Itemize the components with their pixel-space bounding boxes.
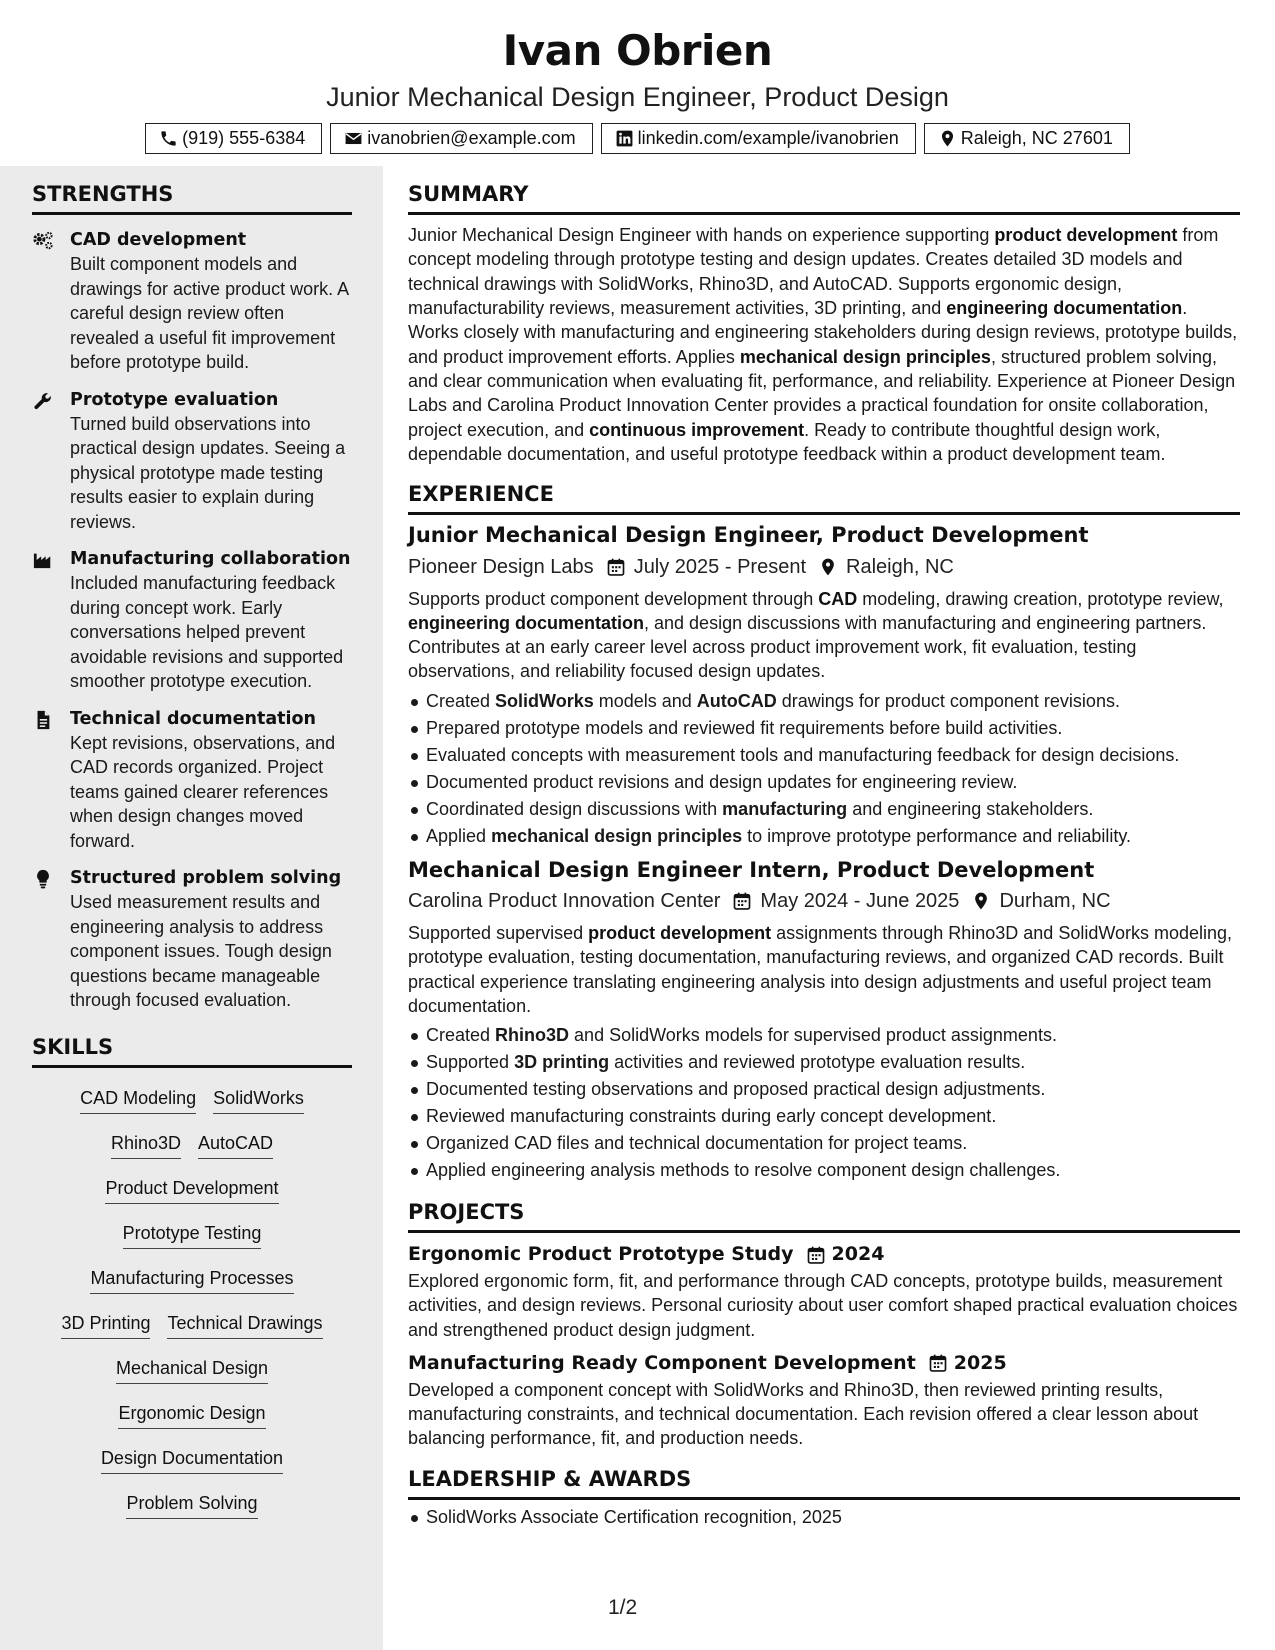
- bold-keyword: Rhino3D: [495, 1025, 570, 1046]
- job-description: Supported supervised product development assignments through Rhino3D and SolidWorks modeling, prototype evaluation, testing documentation, manufacturing reviews, and organized CAD records. Built practical experience translating engineering analysis into design adjustments and useful project team documentation.: [408, 922, 1233, 1016]
- job-description: Supports product component development through CAD modeling, drawing creation, prototype review, engineering documentation, and design discussions with manufacturing and engineering partners. Contributes at an early career level across product improvement work, fit evaluation, testing observations, and reliability focused design updates.: [408, 588, 1224, 682]
- list-item: Evaluated concepts with measurement tools and manufacturing feedback for design decisions.: [408, 742, 1240, 769]
- job-location: Raleigh, NC: [846, 555, 954, 578]
- project-year: 2025: [953, 1351, 1007, 1374]
- skill-tag: Problem Solving: [126, 1491, 257, 1519]
- wrench-icon: [32, 391, 54, 411]
- skill-tag: Manufacturing Processes: [90, 1266, 293, 1294]
- strength-title: Prototype evaluation: [70, 389, 279, 410]
- project-description: Developed a component concept with SolidWorks and Rhino3D, then reviewed printing results, manufacturing constraints, and technical documentation. Each revision offered a clear lesson about balancing performance, fit, and production needs.: [408, 1379, 1199, 1449]
- contact-text: (919) 555-6384: [182, 128, 306, 148]
- calendar-icon: [928, 1353, 948, 1373]
- project-title: Manufacturing Ready Component Development: [408, 1351, 916, 1374]
- strength-desc: Included manufacturing feedback during concept work. Early conversations helped prevent avoidable revisions and supported smoother prototype execution.: [70, 573, 344, 692]
- list-item: Organized CAD files and technical documentation for project teams.: [408, 1130, 1240, 1157]
- strength-desc: Turned build observations into practical design updates. Seeing a physical prototype made testing results easier to explain during reviews.: [70, 413, 346, 532]
- project-title-row: [408, 1352, 1240, 1375]
- list-item: Applied engineering analysis methods to resolve component design challenges.: [408, 1157, 1240, 1184]
- strength-item: [32, 228, 352, 375]
- list-item: Prepared prototype models and reviewed fit requirements before build activities.: [408, 715, 1240, 742]
- bold-keyword: mechanical design principles: [739, 346, 991, 367]
- skill-row: [118, 1393, 265, 1438]
- skill-tag: Technical Drawings: [167, 1311, 322, 1339]
- skills-list: [32, 1078, 352, 1528]
- contact-bar: [0, 123, 1275, 154]
- bold-keyword: engineering documentation: [946, 298, 1183, 319]
- list-item: Applied mechanical design principles to improve prototype performance and reliability.: [408, 823, 1240, 850]
- skill-row: [101, 1438, 283, 1483]
- location-pin-icon: [971, 891, 991, 911]
- location-pin-icon: [938, 129, 957, 148]
- strength-desc: Used measurement results and engineering analysis to address component issues. Tough design questions became manageable through focused evaluation.: [70, 892, 332, 1011]
- skills-heading: SKILLS: [32, 1035, 352, 1068]
- skill-row: [111, 1123, 273, 1168]
- strength-item: [32, 547, 352, 694]
- skill-tag: Prototype Testing: [123, 1221, 262, 1249]
- skill-tag: Design Documentation: [101, 1446, 283, 1474]
- bold-keyword: product development: [994, 225, 1178, 246]
- bold-keyword: CAD: [818, 588, 858, 609]
- strength-title: Structured problem solving: [70, 868, 342, 889]
- envelope-icon: [344, 129, 363, 148]
- job-location: Durham, NC: [999, 889, 1111, 912]
- candidate-title: Junior Mechanical Design Engineer, Product Design: [326, 82, 949, 112]
- contact-location[interactable]: [924, 123, 1130, 154]
- strength-item: [32, 388, 352, 535]
- projects-heading: PROJECTS: [408, 1200, 1240, 1233]
- project-year: 2024: [831, 1243, 885, 1266]
- list-item: Documented product revisions and design updates for engineering review.: [408, 769, 1240, 796]
- sidebar: [0, 166, 383, 1650]
- lightbulb-icon: [32, 869, 54, 889]
- list-item: SolidWorks Associate Certification recognition, 2025: [408, 1504, 1240, 1531]
- location-pin-icon: [818, 557, 838, 577]
- skill-tag: Mechanical Design: [116, 1356, 268, 1384]
- skill-tag: Product Development: [105, 1176, 278, 1204]
- skill-tag: AutoCAD: [198, 1131, 273, 1159]
- page-number: 1/2: [608, 1596, 638, 1619]
- skill-row: [80, 1078, 304, 1123]
- skill-tag: Ergonomic Design: [118, 1401, 265, 1429]
- skill-row: [123, 1213, 262, 1258]
- gears-icon: [32, 231, 54, 251]
- contact-text: Raleigh, NC 27601: [960, 128, 1113, 148]
- job-entry: [408, 523, 1240, 849]
- bold-keyword: product development: [588, 922, 772, 943]
- project-title: Ergonomic Product Prototype Study: [408, 1243, 794, 1266]
- summary-text: Junior Mechanical Design Engineer with hands on experience supporting product development from concept modeling through prototype testing and design updates. Creates detailed 3D models and technical drawings with SolidWorks, Rhino3D, and AutoCAD. Supports ergonomic design, manufacturability reviews, measurement activities, 3D printing, and engineering documentation. Works closely with manufacturing and engineering stakeholders during design reviews, prototype builds, and product improvement efforts. Applies mechanical design principles, structured problem solving, and clear communication when evaluating fit, performance, and reliability. Experience at Pioneer Design Labs and Carolina Product Innovation Center provides a practical foundation for onsite collaboration, project execution, and continuous improvement. Ready to contribute thoughtful design work, dependable documentation, and useful prototype feedback within a product development team.: [408, 225, 1238, 464]
- main-content: [408, 166, 1240, 1531]
- phone-icon: [159, 129, 178, 148]
- bold-keyword: engineering documentation: [408, 612, 645, 633]
- strength-item: [32, 866, 352, 1013]
- contact-linkedin[interactable]: [601, 123, 916, 154]
- linkedin-icon: [615, 129, 634, 148]
- candidate-name: Ivan Obrien: [502, 26, 773, 75]
- skill-row: [105, 1168, 278, 1213]
- calendar-icon: [806, 1245, 826, 1265]
- strength-title: CAD development: [70, 230, 247, 251]
- job-dates: May 2024 - June 2025: [760, 889, 960, 912]
- document-icon: [32, 710, 54, 730]
- job-meta: [408, 889, 1240, 913]
- skill-tag: Rhino3D: [111, 1131, 181, 1159]
- list-item: Created SolidWorks models and AutoCAD drawings for product component revisions.: [408, 688, 1240, 715]
- contact-text: ivanobrien@example.com: [367, 128, 576, 148]
- list-item: Coordinated design discussions with manufacturing and engineering stakeholders.: [408, 796, 1240, 823]
- skill-row: [126, 1483, 257, 1528]
- bold-keyword: continuous improvement: [589, 419, 805, 440]
- contact-phone[interactable]: [145, 123, 322, 154]
- skill-row: [90, 1258, 293, 1303]
- project-title-row: [408, 1243, 1240, 1266]
- leadership-list: [408, 1504, 1240, 1531]
- calendar-icon: [732, 891, 752, 911]
- factory-icon: [32, 550, 54, 570]
- strength-desc: Kept revisions, observations, and CAD records organized. Project teams gained clearer references when design changes moved forward.: [70, 732, 336, 851]
- list-item: Reviewed manufacturing constraints during early concept development.: [408, 1103, 1240, 1130]
- list-item: Created Rhino3D and SolidWorks models for supervised product assignments.: [408, 1022, 1240, 1049]
- strengths-heading: STRENGTHS: [32, 182, 352, 215]
- bold-keyword: manufacturing: [722, 798, 848, 819]
- resume-header: [0, 0, 1275, 166]
- job-meta: [408, 555, 1240, 579]
- skill-tag: SolidWorks: [213, 1086, 304, 1114]
- strength-item: [32, 707, 352, 854]
- job-company: Pioneer Design Labs: [408, 555, 594, 578]
- leadership-heading: LEADERSHIP & AWARDS: [408, 1467, 1240, 1500]
- job-title: Mechanical Design Engineer Intern, Product Development: [408, 857, 1095, 882]
- strength-desc: Built component models and drawings for active product work. A careful design review often revealed a useful fit improvement before prototype build.: [70, 254, 349, 373]
- list-item: Documented testing observations and proposed practical design adjustments.: [408, 1076, 1240, 1103]
- sidebar-content: [32, 182, 352, 1528]
- skill-row: [61, 1303, 322, 1348]
- strength-title: Manufacturing collaboration: [70, 549, 351, 570]
- project-entry: [408, 1352, 1240, 1451]
- bold-keyword: mechanical design principles: [491, 825, 743, 846]
- contact-text: linkedin.com/example/ivanobrien: [637, 128, 899, 148]
- job-company: Carolina Product Innovation Center: [408, 889, 721, 912]
- bold-keyword: SolidWorks: [495, 690, 594, 711]
- job-dates: July 2025 - Present: [633, 555, 807, 578]
- calendar-icon: [606, 557, 626, 577]
- summary-heading: SUMMARY: [408, 182, 1240, 215]
- skill-tag: CAD Modeling: [80, 1086, 196, 1114]
- project-entry: [408, 1243, 1240, 1342]
- job-bullets: [408, 688, 1240, 850]
- job-title: Junior Mechanical Design Engineer, Product Development: [408, 523, 1089, 548]
- strength-title: Technical documentation: [70, 708, 317, 729]
- bold-keyword: 3D printing: [514, 1052, 610, 1073]
- skill-row: [116, 1348, 268, 1393]
- contact-email[interactable]: [330, 123, 592, 154]
- job-bullets: [408, 1022, 1240, 1184]
- list-item: Supported 3D printing activities and reviewed prototype evaluation results.: [408, 1049, 1240, 1076]
- experience-heading: EXPERIENCE: [408, 482, 1240, 515]
- skill-tag: 3D Printing: [61, 1311, 150, 1339]
- project-description: Explored ergonomic form, fit, and performance through CAD concepts, prototype builds, measurement activities, and design reviews. Personal curiosity about user comfort shaped practical evaluation choices and strengthened product design judgment.: [408, 1271, 1238, 1340]
- bold-keyword: AutoCAD: [696, 690, 777, 711]
- job-entry: [408, 858, 1240, 1184]
